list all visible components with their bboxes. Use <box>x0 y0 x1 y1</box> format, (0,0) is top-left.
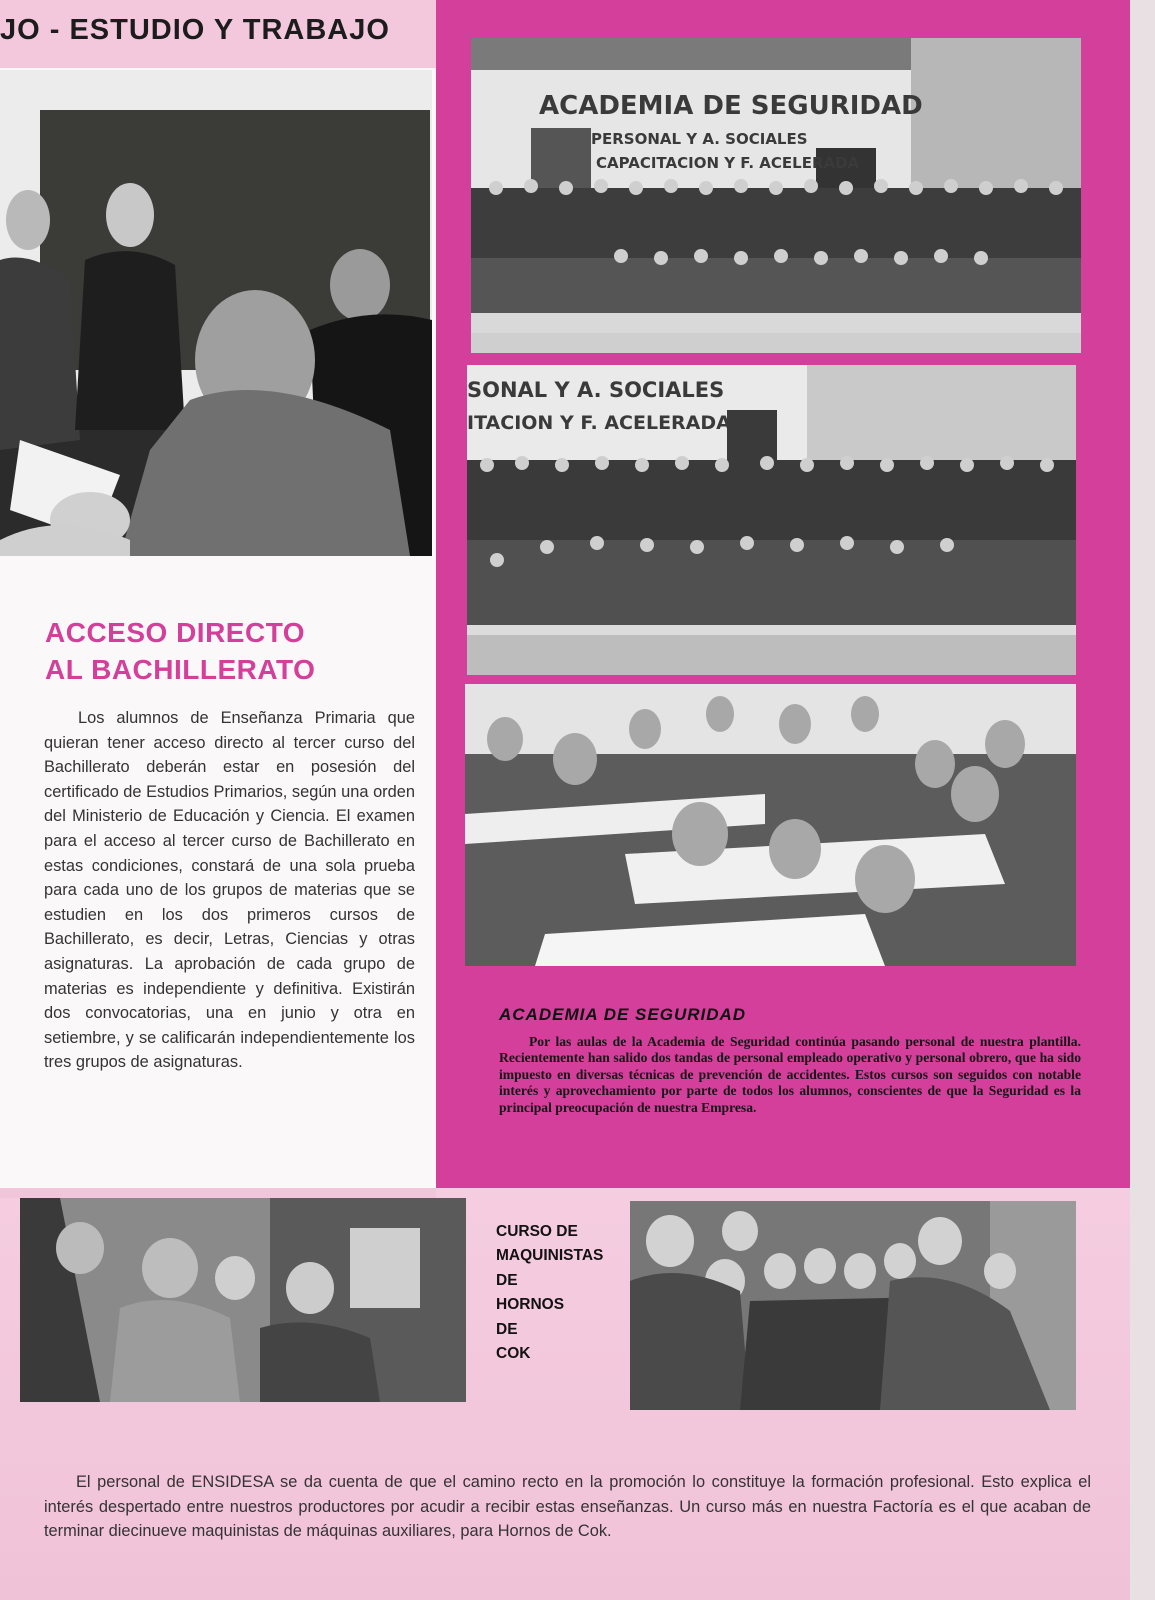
curso-title-line-1: CURSO DE <box>496 1223 578 1240</box>
bachillerato-heading-line-1: ACCESO DIRECTO <box>45 617 306 648</box>
bachillerato-body: Los alumnos de Enseñanza Primaria que quieran tener acceso directo al tercer curso del Bachillerato deberán estar en posesión del certificado de Estudios Primarios, según una orden del Ministerio de Educación y Ciencia. El examen para el acceso al tercer curso de Bachillerato en estas condiciones, constará de una sola prueba para cada uno de los grupos de materias que se estudien en los dos primeros cursos de Bachillerato, es decir, Letras, Ciencias y otras asignaturas. La aprobación de cada grupo de materias es independiente y definitiva. Existirán dos convocatorias, una en junio y otra en setiembre, y se calificarán independientemente los tres grupos de asignaturas. <box>44 709 415 1072</box>
academy-sign-line-3: CAPACITACION Y F. ACELERADA <box>596 154 860 172</box>
academy-sign-line-1: ACADEMIA DE SEGURIDAD <box>539 91 923 121</box>
academy-group-photo-1 <box>471 38 1081 353</box>
curso-title-line-5: DE <box>496 1320 518 1338</box>
curso-body: El personal de ENSIDESA se da cuenta de que el camino recto en la promoción lo constituye la formación profesional. Esto explica el interés despertado entre nuestros productores por acudir a recibir estas enseñanzas. Un curso más en nuestra Factoría es el que acaban de terminar diecinueve maquinistas de máquinas auxiliares, para Hornos de Cok. <box>44 1473 1091 1541</box>
academia-title: ACADEMIA DE SEGURIDAD <box>499 1005 747 1024</box>
classroom-award-photo <box>0 70 432 556</box>
curso-title-line-2: MAQUINISTAS <box>496 1247 604 1265</box>
academia-body: Por las aulas de la Academia de Seguridad continúa pasando personal de nuestra plantilla. Recientemente han salido dos tandas de personal empleado operativo y personal obrero, que ha sido impuesto en diversas técnicas de prevención de accidentes. Estos cursos son seguidos con notable interés y aprovechamiento por parte de todos los alumnos, conscientes de que la Seguridad es la principal preocupación de nuestra Empresa. <box>499 1034 1081 1115</box>
academy-group-photo-2 <box>467 365 1076 675</box>
academy-sign2-line-1: SONAL Y A. SOCIALES <box>467 378 725 402</box>
furnace-workers-photo-1 <box>20 1198 466 1402</box>
academy-sign2-line-2: ITACION Y F. ACELERADA <box>467 412 731 434</box>
furnace-workers-photo-2 <box>630 1201 1076 1410</box>
curso-title <box>496 1220 621 1366</box>
band-strip <box>0 1188 436 1198</box>
page-edge <box>1130 0 1155 1600</box>
curso-title-line-3: DE <box>496 1271 518 1289</box>
curso-title-line-6: COK <box>496 1345 531 1363</box>
exam-room-photo <box>465 684 1076 966</box>
section-title: JO - ESTUDIO Y TRABAJO <box>0 14 390 46</box>
bachillerato-heading <box>45 614 405 688</box>
bachillerato-heading-line-2: AL BACHILLERATO <box>45 654 316 685</box>
academy-sign-line-2: PERSONAL Y A. SOCIALES <box>591 130 808 148</box>
curso-title-line-4: HORNOS <box>496 1296 565 1314</box>
